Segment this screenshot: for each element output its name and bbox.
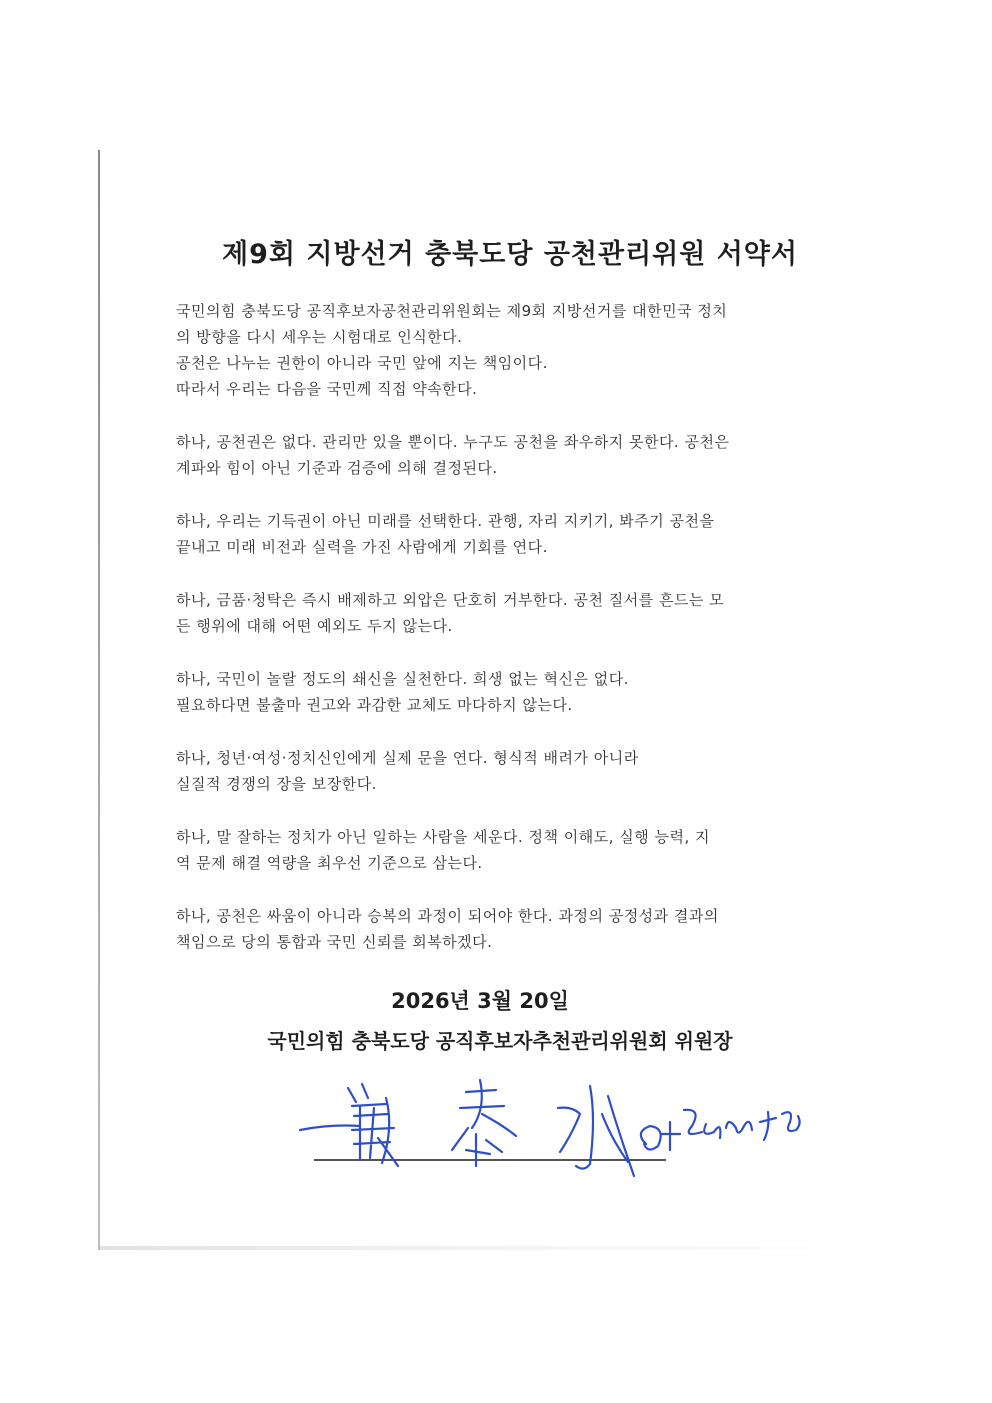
page-bottom-edge [100,1246,880,1250]
handwritten-signature [290,1068,830,1198]
signer-title: 국민의힘 충북도당 공직후보자추천관리위원회 위원장 [267,1029,733,1053]
pledge-paragraph [176,824,816,876]
pledge-line: 든 행위에 대해 어떤 예외도 두지 않는다. [176,617,453,635]
pledge-paragraph [176,429,816,481]
pledge-line: 하나, 청년·여성·정치신인에게 실제 문을 연다. 형식적 배려가 아니라 [176,749,639,767]
pledge-line: 계파와 힘이 아닌 기준과 검증에 의해 결정된다. [176,459,498,477]
intro-line: 국민의힘 충북도당 공직후보자공천관리위원회는 제9회 지방선거를 대한민국 정치 [176,302,728,320]
pledge-paragraph [176,666,816,718]
pledge-paragraph [176,903,816,955]
pledge-line: 끝내고 미래 비전과 실력을 가진 사람에게 기회를 연다. [176,538,548,556]
pledge-line: 하나, 국민이 놀랄 정도의 쇄신을 실천한다. 희생 없는 혁신은 없다. [176,670,629,688]
pledge-line: 책임으로 당의 통합과 국민 신뢰를 회복하겠다. [176,933,493,951]
pledge-line: 실질적 경쟁의 장을 보장한다. [176,775,377,793]
pledge-line: 하나, 공천권은 없다. 관리만 있을 뿐이다. 누구도 공천을 좌우하지 못한다. 공천은 [176,433,730,451]
pledge-line: 하나, 공천은 싸움이 아니라 승복의 과정이 되어야 한다. 과정의 공정성과 결과의 [176,907,719,925]
pledge-line: 역 문제 해결 역량을 최우선 기준으로 삼는다. [176,854,483,872]
pledge-paragraph [176,587,816,639]
signing-date: 2026년 3월 20일 [391,989,569,1013]
intro-line: 따라서 우리는 다음을 국민께 직접 약속한다. [176,380,478,398]
intro-line: 의 방향을 다시 세우는 시험대로 인식한다. [176,328,463,346]
pledge-line: 필요하다면 불출마 권고와 과감한 교체도 마다하지 않는다. [176,696,573,714]
left-margin-rule [98,150,100,1250]
pledge-line: 하나, 금품·청탁은 즉시 배제하고 외압은 단호히 거부한다. 공천 질서를 흔드는 모 [176,591,725,609]
pledge-paragraph [176,745,816,797]
pledge-line: 하나, 말 잘하는 정치가 아닌 일하는 사람을 세운다. 정책 이해도, 실행 능력, 지 [176,828,710,846]
intro-paragraph [176,298,816,402]
document-title: 제9회 지방선거 충북도당 공천관리위원 서약서 [222,239,798,270]
document-body [176,298,816,982]
intro-line: 공천은 나누는 권한이 아니라 국민 앞에 지는 책임이다. [176,354,548,372]
pledge-line: 하나, 우리는 기득권이 아닌 미래를 선택한다. 관행, 자리 지키기, 봐주기 공천을 [176,512,715,530]
pledge-paragraph [176,508,816,560]
